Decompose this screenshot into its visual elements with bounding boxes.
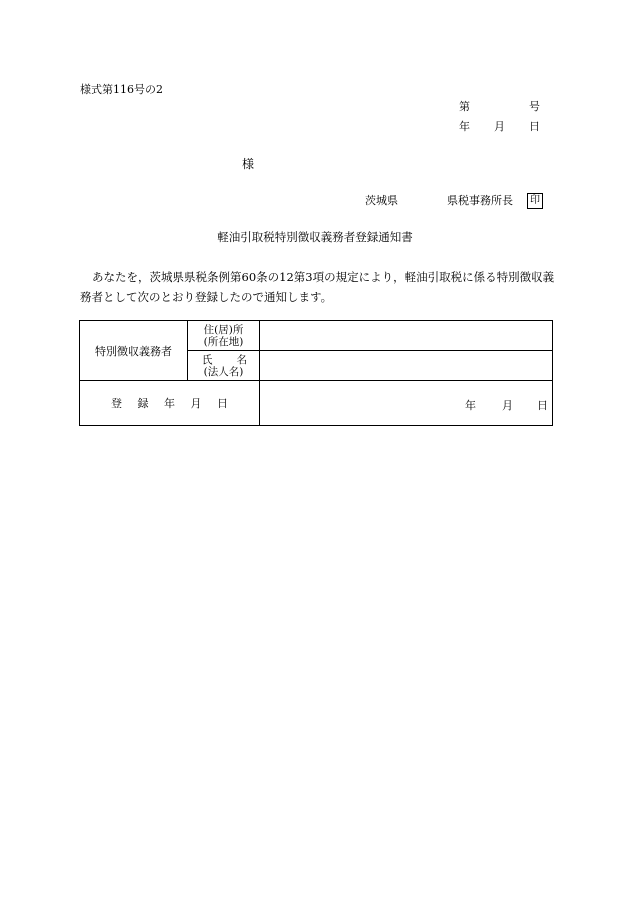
issuer-office: 県税事務所長 [447,194,513,207]
seal-mark: 印 [527,193,543,209]
reg-date-month: 月 [502,399,513,412]
name-label-line-2: (法人名) [203,365,244,378]
table-row-address [80,321,553,351]
doc-number-prefix: 第 [459,100,470,113]
table-row-registration-date [80,381,553,426]
addressee-honorific: 様 [242,157,255,171]
notice-body-line-2: 務者として次のとおり登録したので通知します。 [80,290,333,304]
address-label-line-2: (所在地) [203,335,244,348]
name-label-line-1 [188,354,259,366]
notice-body [80,267,560,307]
notice-body-line-1: あなたを，茨城県県税条例第60条の12第3項の規定により，軽油引取税に係る特別徴収義 [92,270,555,284]
reg-label-char-3: 年 [164,397,175,410]
form-number: 様式第116号の2 [80,83,163,96]
issue-date-day: 日 [529,120,540,133]
reg-date-day: 日 [537,399,548,412]
address-label-line-1: 住(居)所 [203,323,244,336]
name-value[interactable] [260,351,553,381]
issue-date-year: 年 [459,120,470,133]
collector-label: 特別徴収義務者 [80,321,188,381]
reg-label-char-5: 日 [217,397,228,410]
issue-date-month: 月 [494,120,505,133]
name-label-mei: 名 [236,353,247,366]
reg-label-char-1: 登 [111,397,122,410]
name-label-shi: 氏 [202,353,213,366]
registration-date-value[interactable] [260,381,553,426]
reg-label-char-4: 月 [190,397,202,410]
issuer-prefecture: 茨城県 [365,194,398,207]
reg-label-char-2: 録 [137,397,149,410]
name-label [188,351,260,381]
registration-table [79,320,553,426]
doc-number-suffix: 号 [529,100,540,113]
reg-date-year: 年 [465,399,476,412]
registration-date-label [80,381,260,426]
address-value[interactable] [260,321,553,351]
address-label [188,321,260,351]
document-title: 軽油引取税特別徴収義務者登録通知書 [217,230,413,244]
